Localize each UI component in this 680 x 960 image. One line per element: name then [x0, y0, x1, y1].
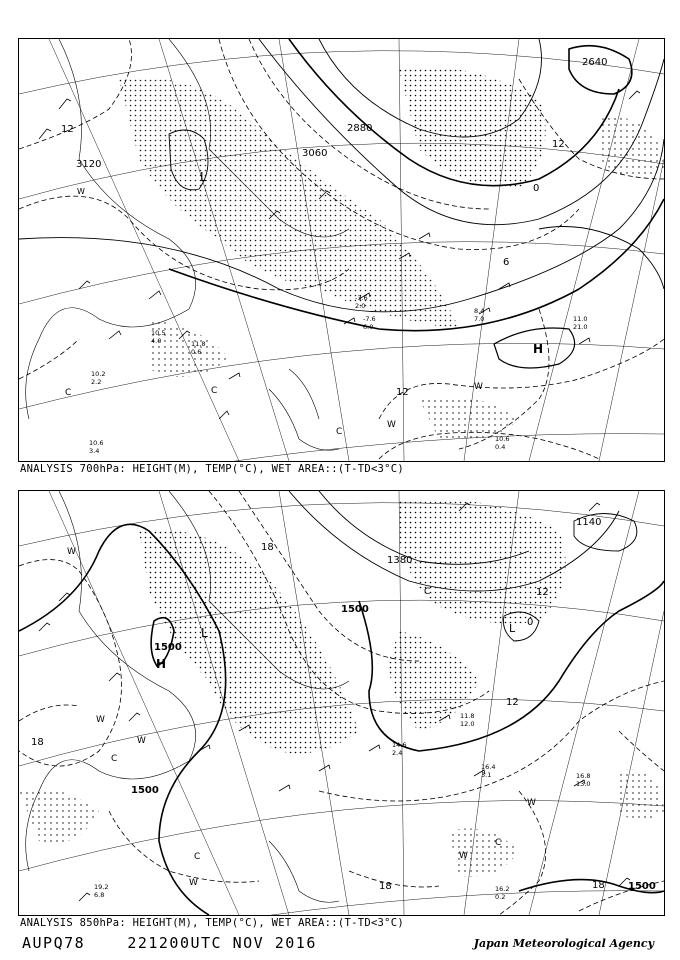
isotherm-label: 18 [261, 542, 274, 553]
map-850hpa [19, 491, 664, 915]
product-header [22, 934, 317, 952]
isotherm-label: 12 [552, 139, 565, 150]
cold-marker: C [194, 852, 201, 862]
station-value: 11.0 [573, 315, 588, 323]
cold-marker: C [111, 754, 118, 764]
cold-marker: C [211, 386, 218, 396]
station-value: 10.5 [151, 329, 166, 337]
station-value: 13.0 [576, 780, 591, 788]
height-label: 1380 [387, 555, 413, 566]
isotherm-label: 18 [379, 881, 392, 892]
station-value: 11.8 [191, 340, 206, 348]
station-value: 2.2 [91, 378, 102, 386]
station-value: 4.0 [151, 337, 162, 345]
height-label: 2880 [347, 123, 373, 134]
high-pressure-center: H [533, 342, 544, 356]
isotherm-label: 6 [503, 257, 510, 268]
station-value: 7.0 [474, 315, 485, 323]
station-value: 19.2 [94, 883, 109, 891]
cold-marker: C [336, 427, 343, 437]
station-value: 10.2 [91, 370, 106, 378]
isotherm-label: 12 [536, 587, 549, 598]
isotherm-label: 12 [61, 124, 74, 135]
station-value: 0.2 [495, 893, 506, 901]
isotherm-label: 0 [527, 617, 534, 628]
wet-areas [19, 499, 664, 877]
chart-700hpa [18, 38, 665, 462]
station-value: 3.4 [89, 447, 100, 455]
station-value: -7.6 [363, 315, 376, 323]
high-pressure-center: H [156, 657, 167, 671]
station-value: 3.1 [481, 771, 492, 779]
station-value: 16.8 [576, 772, 591, 780]
isotherm-label: 0 [533, 183, 540, 194]
warm-marker: W [137, 736, 146, 746]
warm-marker: W [189, 878, 198, 888]
height-label: 2640 [582, 57, 608, 68]
chart-850hpa [18, 490, 665, 916]
low-pressure-center: L [200, 170, 207, 184]
cold-marker: C [65, 388, 72, 398]
valid-time: 221200UTC NOV 2016 [127, 934, 317, 952]
station-value: 0.4 [495, 443, 506, 451]
height-label: 1500 [341, 604, 369, 615]
cold-marker: C [424, 587, 431, 597]
isotherm-label: 18 [31, 737, 44, 748]
station-value: 6.8 [94, 891, 105, 899]
station-value: 16.4 [481, 763, 496, 771]
station-value: 8.4 [474, 307, 485, 315]
station-value: 16.2 [495, 885, 510, 893]
station-value: 10.6 [495, 435, 510, 443]
station-value: 11.8 [460, 712, 475, 720]
height-label: 3120 [76, 159, 102, 170]
wet-areas [119, 67, 664, 442]
station-value: 12.0 [460, 720, 475, 728]
station-value: 0.6 [191, 348, 202, 356]
station-value: 6.0 [363, 323, 374, 331]
low-pressure-center: L [509, 622, 516, 635]
caption-850hpa: ANALYSIS 850hPa: HEIGHT(M), TEMP(°C), WET AREA::(T-TD<3°C) [20, 917, 405, 929]
height-label: 1500 [154, 642, 182, 653]
warm-marker: W [459, 851, 468, 861]
station-value: 2.0 [355, 302, 366, 310]
warm-marker: W [474, 382, 483, 392]
station-value: 14.6 [392, 741, 407, 749]
station-value: 10.6 [89, 439, 104, 447]
warm-marker: W [96, 715, 105, 725]
station-value: -3.6 [355, 294, 368, 302]
height-label: 3060 [302, 148, 328, 159]
isotherm-label: 18 [592, 880, 605, 891]
warm-marker: W [527, 798, 536, 808]
isotherm-label: 12 [396, 387, 409, 398]
map-700hpa [19, 39, 664, 461]
agency-name: Japan Meteorological Agency [473, 937, 654, 950]
isotherm-label: 12 [506, 697, 519, 708]
warm-marker: W [387, 420, 396, 430]
station-value: 21.0 [573, 323, 588, 331]
height-label: 1500 [131, 785, 159, 796]
low-pressure-center: L [201, 626, 208, 640]
product-code: AUPQ78 [22, 934, 86, 952]
caption-700hpa: ANALYSIS 700hPa: HEIGHT(M), TEMP(°C), WET AREA::(T-TD<3°C) [20, 463, 405, 475]
height-label: 1500 [628, 881, 656, 892]
warm-marker: W [77, 187, 85, 196]
height-label: 1140 [576, 517, 602, 528]
cold-marker: C [495, 838, 502, 848]
warm-marker: W [67, 547, 76, 557]
station-value: 2.4 [392, 749, 403, 757]
